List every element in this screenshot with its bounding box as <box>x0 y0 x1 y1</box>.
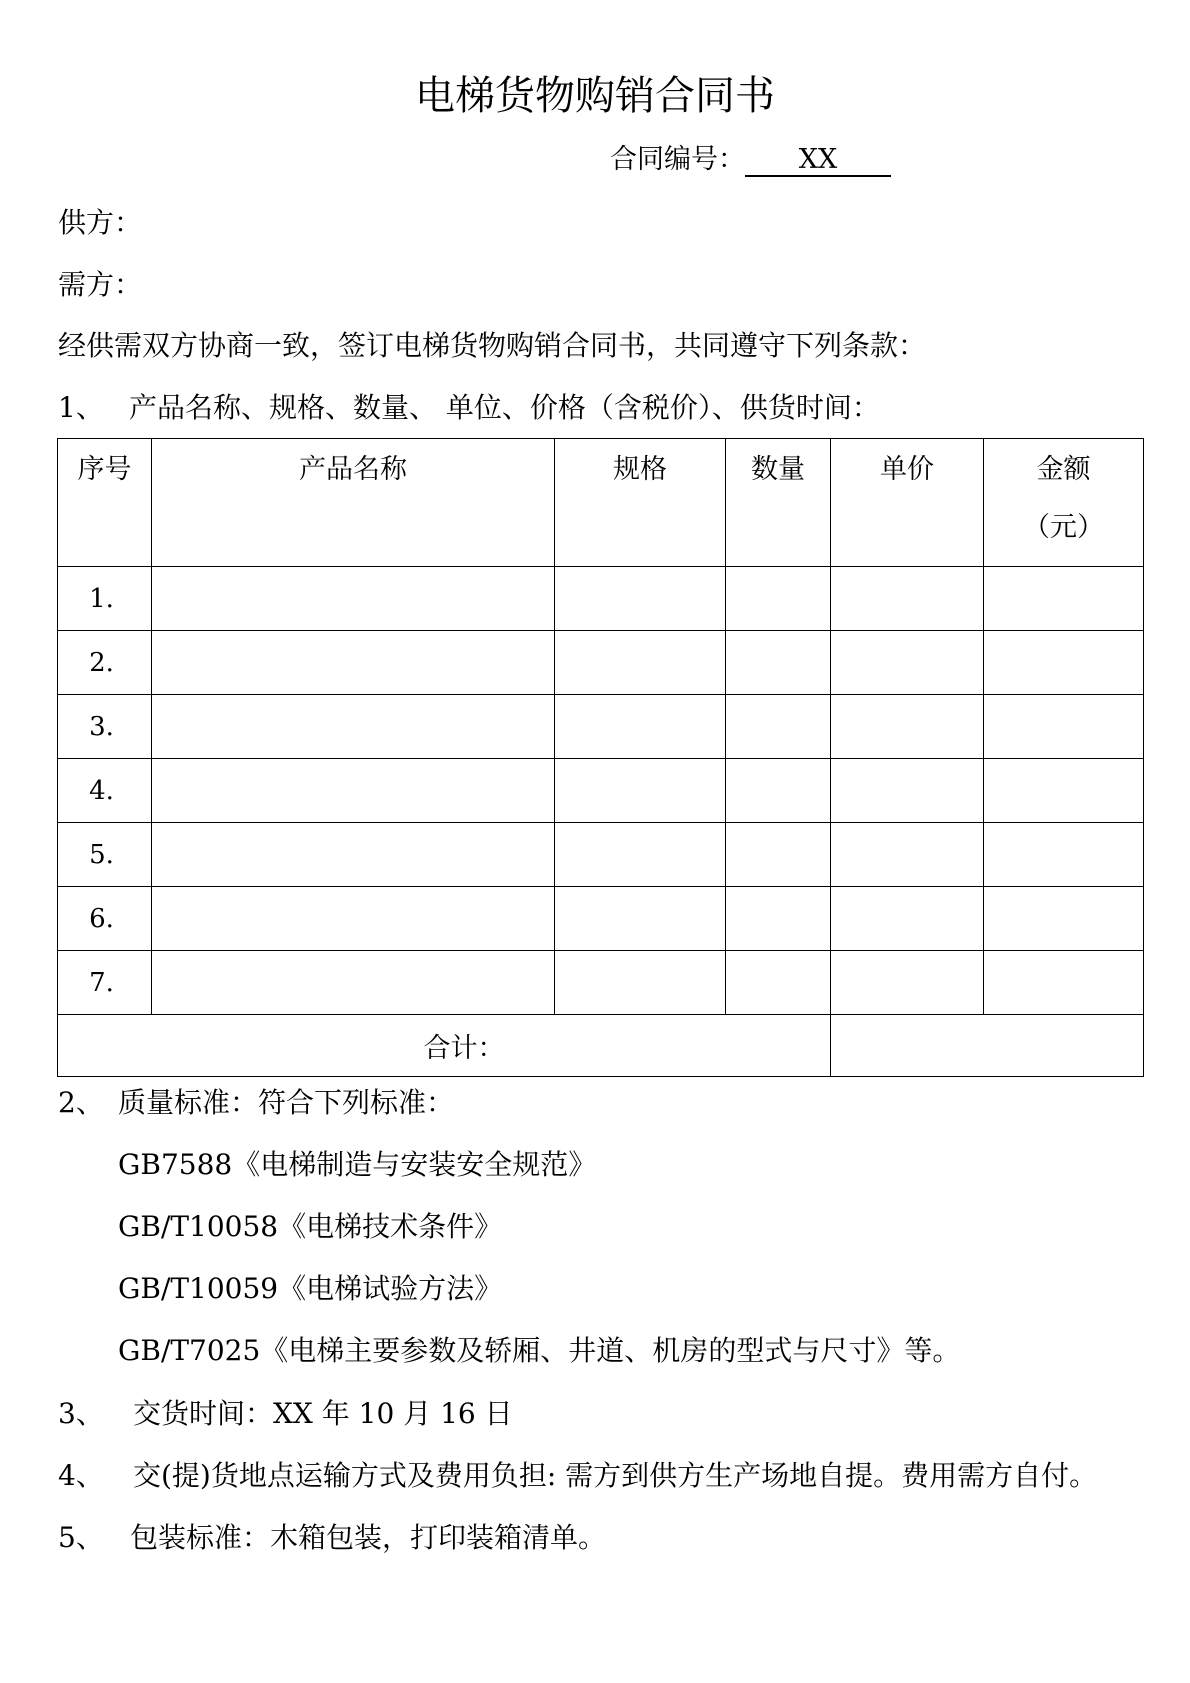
cell-quantity <box>726 823 831 887</box>
table-row <box>58 695 1144 759</box>
table-row <box>58 567 1144 631</box>
section-1-number: 1、 <box>58 391 104 424</box>
buyer-label: 需方： <box>58 268 143 301</box>
contract-number-value: XX <box>745 145 891 177</box>
section-1-text: 产品名称、规格、数量、 单位、价格（含税价）、供货时间： <box>129 391 880 424</box>
header-spec: 规格 <box>555 439 726 567</box>
section-2 <box>58 1083 454 1123</box>
row-index: 4. <box>58 759 152 823</box>
cell-amount <box>984 695 1144 759</box>
cell-amount <box>984 567 1144 631</box>
section-4-text: 交(提)货地点运输方式及费用负担: 需方到供方生产场地自提。费用需方自付。 <box>133 1459 1098 1492</box>
cell-amount <box>984 759 1144 823</box>
row-index: 6. <box>58 887 152 951</box>
cell-quantity <box>726 951 831 1015</box>
cell-unit-price <box>831 631 984 695</box>
cell-amount <box>984 823 1144 887</box>
section-2-text: 质量标准：符合下列标准： <box>118 1086 455 1119</box>
intro-text: 经供需双方协商一致，签订电梯货物购销合同书，共同遵守下列条款： <box>58 329 927 362</box>
cell-spec <box>555 759 726 823</box>
cell-unit-price <box>831 759 984 823</box>
table-row <box>58 951 1144 1015</box>
table-total-row <box>58 1015 1144 1077</box>
total-value <box>831 1015 1144 1077</box>
section-3 <box>58 1394 513 1434</box>
cell-product-name <box>152 695 555 759</box>
standard-item: GB/T10058《电梯技术条件》 <box>118 1210 503 1243</box>
header-quantity: 数量 <box>726 439 831 567</box>
section-5-number: 5、 <box>58 1521 104 1554</box>
cell-spec <box>555 695 726 759</box>
product-table <box>57 438 1144 1077</box>
table-row <box>58 823 1144 887</box>
cell-product-name <box>152 567 555 631</box>
section-3-text: 交货时间：XX 年 10 月 16 日 <box>133 1397 513 1430</box>
section-4-number: 4、 <box>58 1459 104 1492</box>
cell-quantity <box>726 759 831 823</box>
row-index: 2. <box>58 631 152 695</box>
cell-spec <box>555 887 726 951</box>
header-amount <box>984 439 1144 567</box>
table-row <box>58 759 1144 823</box>
row-index: 5. <box>58 823 152 887</box>
contract-number-label: 合同编号： <box>610 144 745 175</box>
cell-spec <box>555 823 726 887</box>
cell-unit-price <box>831 695 984 759</box>
row-index: 1. <box>58 567 152 631</box>
cell-quantity <box>726 695 831 759</box>
cell-product-name <box>152 759 555 823</box>
header-product-name: 产品名称 <box>152 439 555 567</box>
header-unit-price: 单价 <box>831 439 984 567</box>
total-label: 合计： <box>58 1015 831 1077</box>
document-title: 电梯货物购销合同书 <box>415 73 775 119</box>
cell-unit-price <box>831 567 984 631</box>
cell-quantity <box>726 567 831 631</box>
cell-quantity <box>726 887 831 951</box>
cell-product-name <box>152 951 555 1015</box>
cell-unit-price <box>831 887 984 951</box>
cell-spec <box>555 951 726 1015</box>
cell-amount <box>984 951 1144 1015</box>
table-row <box>58 631 1144 695</box>
cell-unit-price <box>831 823 984 887</box>
section-2-number: 2、 <box>58 1086 104 1119</box>
section-4 <box>58 1456 1097 1496</box>
cell-product-name <box>152 631 555 695</box>
section-5-text: 包装标准：木箱包装，打印装箱清单。 <box>130 1521 607 1554</box>
cell-quantity <box>726 631 831 695</box>
cell-product-name <box>152 823 555 887</box>
cell-spec <box>555 567 726 631</box>
header-amount-unit: （元） <box>1023 512 1104 543</box>
cell-spec <box>555 631 726 695</box>
cell-amount <box>984 887 1144 951</box>
standard-item: GB7588《电梯制造与安装安全规范》 <box>118 1148 597 1181</box>
table-header-row <box>58 439 1144 567</box>
header-index: 序号 <box>58 439 152 567</box>
row-index: 3. <box>58 695 152 759</box>
section-1 <box>58 388 880 428</box>
section-3-number: 3、 <box>58 1397 104 1430</box>
standard-item: GB/T7025《电梯主要参数及轿厢、井道、机房的型式与尺寸》等。 <box>118 1334 961 1367</box>
header-amount-label: 金额 <box>1036 454 1091 485</box>
supplier-label: 供方： <box>58 206 143 239</box>
cell-unit-price <box>831 951 984 1015</box>
cell-amount <box>984 631 1144 695</box>
table-row <box>58 887 1144 951</box>
standard-item: GB/T10059《电梯试验方法》 <box>118 1272 503 1305</box>
cell-product-name <box>152 887 555 951</box>
row-index: 7. <box>58 951 152 1015</box>
contract-number <box>610 140 891 180</box>
section-5 <box>58 1518 606 1558</box>
